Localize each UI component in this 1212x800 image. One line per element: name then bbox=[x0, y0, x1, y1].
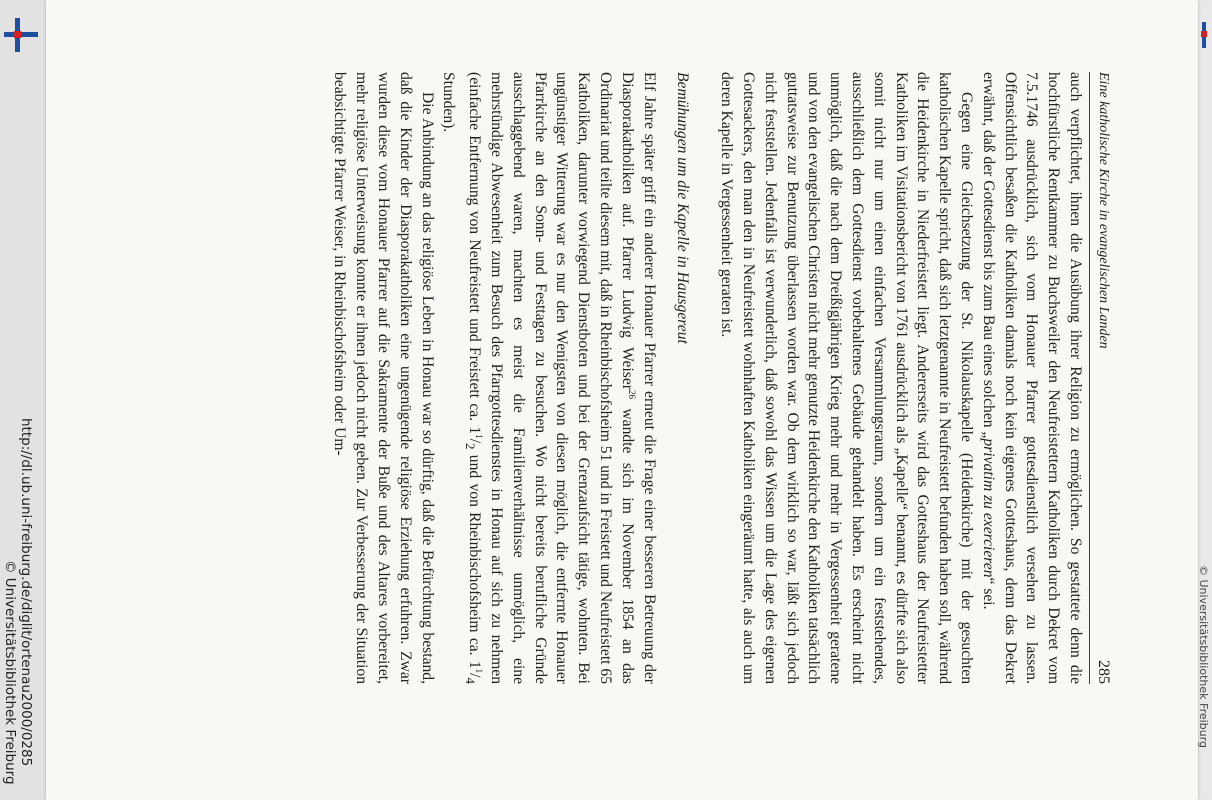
marker-horizontal-bar bbox=[4, 32, 38, 37]
paragraph-text: Elf Jahre später griff ein anderer Honauer Pfarrer erneut die Frage einer besseren Betreuung der Diasporakatholiken auf. Pfarrer Ludwig Weiser bbox=[618, 72, 658, 684]
marker-center-dot bbox=[1201, 31, 1207, 37]
paragraph-text-continued: wandte sich im November 1854 an das Ordinariat und teilte diesem mit, daß in Rheinbischofsheim 51 und in Freistett und Neufreistett 65 Katholiken, darunter vorwiegend Dienstboten und bei der Grenzaufsicht tätige, wohnten. Bei ungünstiger Witterung war es nur den Wenigsten von diesen möglich, die entfernte Honauer Pfarrkirche an den Sonn- und Festtagen zu besuchen. Wo nicht bereits berufliche Gründe ausschlaggebend waren, machten es meist die Familienverhältnisse unmöglich, eine mehrstündige Abwesenheit zum Besuch des Pfarrgottesdienstes in Honau auf sich zu nehmen (einfache Entfernung von Neufreistett und Freistett ca. 1 bbox=[466, 72, 636, 684]
fraction-numerator: 1 bbox=[474, 434, 485, 439]
copyright-notice: © Universitätsbibliothek Freiburg bbox=[2, 560, 18, 785]
marker-center-dot bbox=[14, 31, 21, 38]
paragraph-3: Elf Jahre später griff ein anderer Honauer Pfarrer erneut die Frage einer besseren Betreuung der Diasporakatholiken auf. Pfarrer Ludwig Weiser$^{26}$ wandte sich im November 1854 an das Ordinariat und teilte diesem mit, daß in Rheinbischofsheim 51 und in Freistett und Neufreistett 65 Katholiken, darunter vorwiegend Dienstboten und bei der Grenzaufsicht tätige, wohnten. Bei ungünstiger Witterung war es nur den Wenigsten von diesen möglich, die entfernte Honauer Pfarrkirche an den Sonn- und Festtagen zu besuchen. Wo nicht bereits berufliche Gründe ausschlaggebend waren, machten es meist die Familienverhältnisse unmöglich, eine mehrstündige Abwesenheit zum Besuch des Pfarrgottesdienstes in Honau auf sich zu nehmen (einfache Entfernung von Neufreistett und Freistett ca. $1^1/_2$ und von Rheinbischofsheim ca. $1^1/_4$ Stunden). bbox=[440, 72, 658, 685]
paragraph-2: Gegen eine Gleichsetzung der St. Nikolauskapelle (Heidenkirche) mit der gesuchten katholischen Kapelle spricht, daß sich letztgenannte in Neufreistett befunden haben soll, während die Heidenkirche in Niederfreistett liegt. Andererseits wird das Gotteshaus der Neufreistetter Katholiken im Visitationsbericht von 1761 ausdrücklich als „Kapelle“ benannt, es dürfte sich also somit nicht nur um einen einfachen Versammlungsraum, sondern um ein feststehendes, ausschließlich dem Gottesdienst vorbehaltenes Gebäude gehandelt haben. Es erscheint nicht unmöglich, daß die nach dem Dreißigjährigen Krieg mehr und mehr in Vergessenheit geratene und von den evangelischen Christen nicht mehr genutzte Heidenkirche den Katholiken tatsächlich guttatsweise zur Benutzung überlassen worden war. Ob dem wirklich so war, läßt sich jedoch nicht feststellen. Jedenfalls ist verwunderlich, daß sowohl das Wissen um die Lage des eigenen Gottesackers, den man den in Neufreistett wohnhaften Katholiken eingeräumt hatte, als auch um deren Kapelle in Vergessenheit geraten ist. bbox=[718, 72, 976, 684]
paragraph-text-mid: und von Rheinbischofsheim ca. 1 bbox=[466, 449, 484, 669]
paragraph-tail: “ sei. bbox=[979, 577, 997, 610]
paragraph-italic-text: privatim zu exercieren bbox=[979, 438, 997, 578]
source-url: http://dl.ub.uni-freiburg.de/diglit/ortenau2000/0285 bbox=[18, 418, 34, 767]
section-heading: Bemühungen um die Kapelle in Hausgereut bbox=[674, 72, 692, 344]
paragraph-1 bbox=[977, 72, 1086, 684]
paragraph-text-end: Stunden). bbox=[440, 72, 458, 133]
page-content-rotated bbox=[118, 72, 1118, 684]
footnote-marker: 26 bbox=[626, 389, 637, 399]
fraction-numerator: 1 bbox=[474, 668, 485, 674]
running-header bbox=[1089, 72, 1118, 684]
fraction-denominator: 2 bbox=[463, 443, 479, 450]
paragraph-text: auch verpflichtet, ihnen die Ausübung ihrer Religion zu ermöglichen. So gestattete denn die hochfürstliche Rentkammer zu Buchsweiler den Neufreistettern Katholiken durch Dekret vom 7.5.1746 ausdrücklich, sich vom Honauer Pfarrer gottesdienstlich versehen zu lassen. Offensichtlich besaßen die Katholiken damals noch kein eigenes Gotteshaus, denn das Dekret erwähnt, daß der Gottesdienst bis zum Bau eines solchen „ bbox=[979, 72, 1084, 684]
paragraph-4: Die Anbindung an das religiöse Leben in Honau war so dürftig, daß die Befürchtung bestand, daß die Kinder der Diasporakatholiken eine ungenügende religiöse Erziehung erfuhren. Zwar wurden diese vom Honauer Pfarrer auf die Sakramente der Buße und des Altares vorbereitet, mehr religiöse Unterweisung konnte er ihnen jedoch nicht geben. Zur Verbesserung der Situation beabsichtigte Pfarrer Weiser, in Rheinbischofsheim oder Um- bbox=[331, 72, 436, 684]
scan-crosshair-marker-left bbox=[4, 18, 38, 52]
scan-crosshair-marker-right bbox=[1200, 18, 1210, 52]
fraction-denominator: 4 bbox=[463, 677, 479, 685]
page-number: 285 bbox=[1094, 660, 1112, 684]
right-edge-copyright: © Universitätsbibliothek Freiburg bbox=[1197, 565, 1210, 748]
running-title: Eine katholische Kirche in evangelischen Landen bbox=[1095, 72, 1111, 349]
